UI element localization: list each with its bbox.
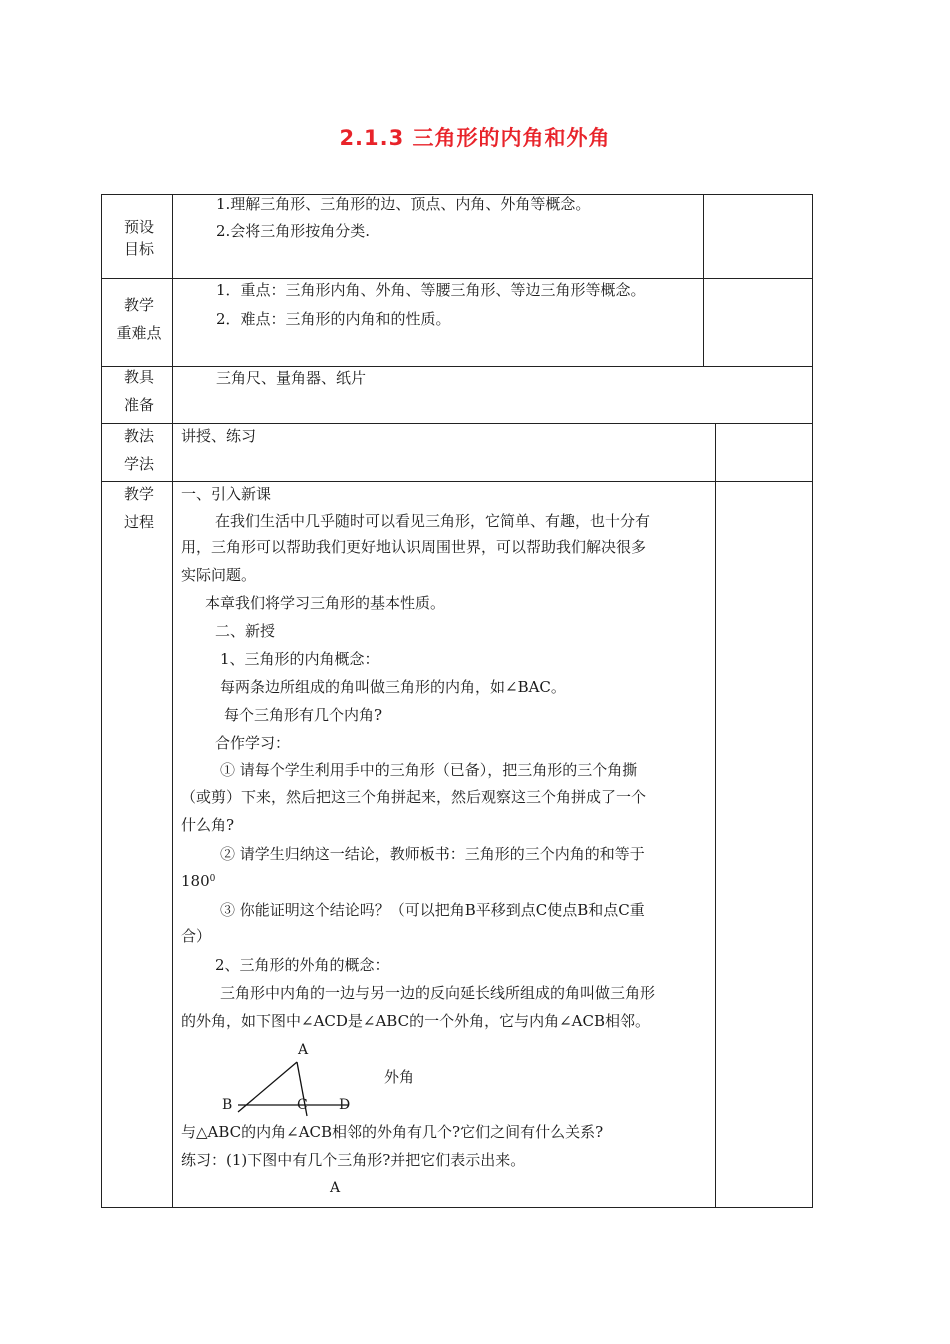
methods-text: 讲授、练习: [181, 427, 257, 445]
goals-label: 预设 目标: [123, 218, 154, 258]
process-line: （或剪）下来，然后把这三个角拼起来，然后观察这三个角拼成了一个: [181, 788, 647, 806]
vertex-a-label: A: [298, 1042, 309, 1058]
key-points-label: 教学 重难点: [116, 296, 162, 342]
process-line: 每两条边所组成的角叫做三角形的内角，如∠BAC。: [220, 678, 566, 696]
process-line: ① 请每个学生利用手中的三角形（已备），把三角形的三个角撕: [220, 761, 638, 779]
process-line: 1、三角形的内角概念：: [220, 650, 380, 668]
process-line: 合作学习：: [215, 734, 291, 752]
process-line: ② 请学生归纳这一结论，教师板书：三角形的三个内角的和等于: [220, 845, 645, 863]
process-line: 一、引入新课: [181, 485, 272, 503]
process-line: 三角形中内角的一边与另一边的反向延长线所组成的角叫做三角形: [220, 984, 656, 1002]
exercise-vertex-label: A: [330, 1180, 341, 1196]
degree-value: $180^0$: [181, 872, 216, 890]
process-line: 什么角?: [181, 816, 235, 834]
process-line: 的外角，如下图中∠ACD是∠ABC的一个外角，它与内角∠ACB相邻。: [181, 1012, 650, 1030]
process-line: 与△ABC的内角∠ACB相邻的外角有几个?它们之间有什么关系?: [181, 1123, 604, 1141]
key-point-line: 2．难点：三角形的内角和的性质。: [216, 310, 451, 328]
methods-label: 教法 学法: [123, 427, 154, 473]
key-point-line: 1．重点：三角形内角、外角、等腰三角形、等边三角形等概念。: [216, 281, 646, 299]
tools-label: 教具 准备: [123, 368, 154, 414]
vertex-c-label: C: [297, 1097, 308, 1113]
process-line: 每个三角形有几个内角?: [224, 706, 383, 724]
process-line: 在我们生活中几乎随时可以看见三角形，它简单、有趣，也十分有: [215, 512, 651, 530]
process-line: 用，三角形可以帮助我们更好地认识周围世界，可以帮助我们解决很多: [181, 538, 647, 556]
process-line: 实际问题。: [181, 566, 257, 584]
goal-line: 2.会将三角形按角分类.: [216, 222, 371, 240]
vertex-b-label: B: [222, 1097, 233, 1113]
vertex-d-label: D: [339, 1097, 351, 1113]
process-line: 合）: [181, 927, 212, 945]
process-line: 本章我们将学习三角形的基本性质。: [205, 594, 446, 612]
process-line: 2、三角形的外角的概念：: [215, 956, 390, 974]
process-line: ③ 你能证明这个结论吗？（可以把角B平移到点C使点B和点C重: [220, 901, 645, 919]
process-line: 二、新授: [215, 622, 276, 640]
process-line: 练习：(1)下图中有几个三角形?并把它们表示出来。: [181, 1151, 526, 1169]
page-title: 2.1.3 三角形的内角和外角: [339, 126, 611, 150]
goal-line: 1.理解三角形、三角形的边、顶点、内角、外角等概念。: [216, 195, 591, 213]
process-label: 教学 过程: [123, 485, 154, 531]
tools-text: 三角尺、量角器、纸片: [216, 369, 367, 387]
exterior-angle-caption: 外角: [384, 1068, 415, 1086]
